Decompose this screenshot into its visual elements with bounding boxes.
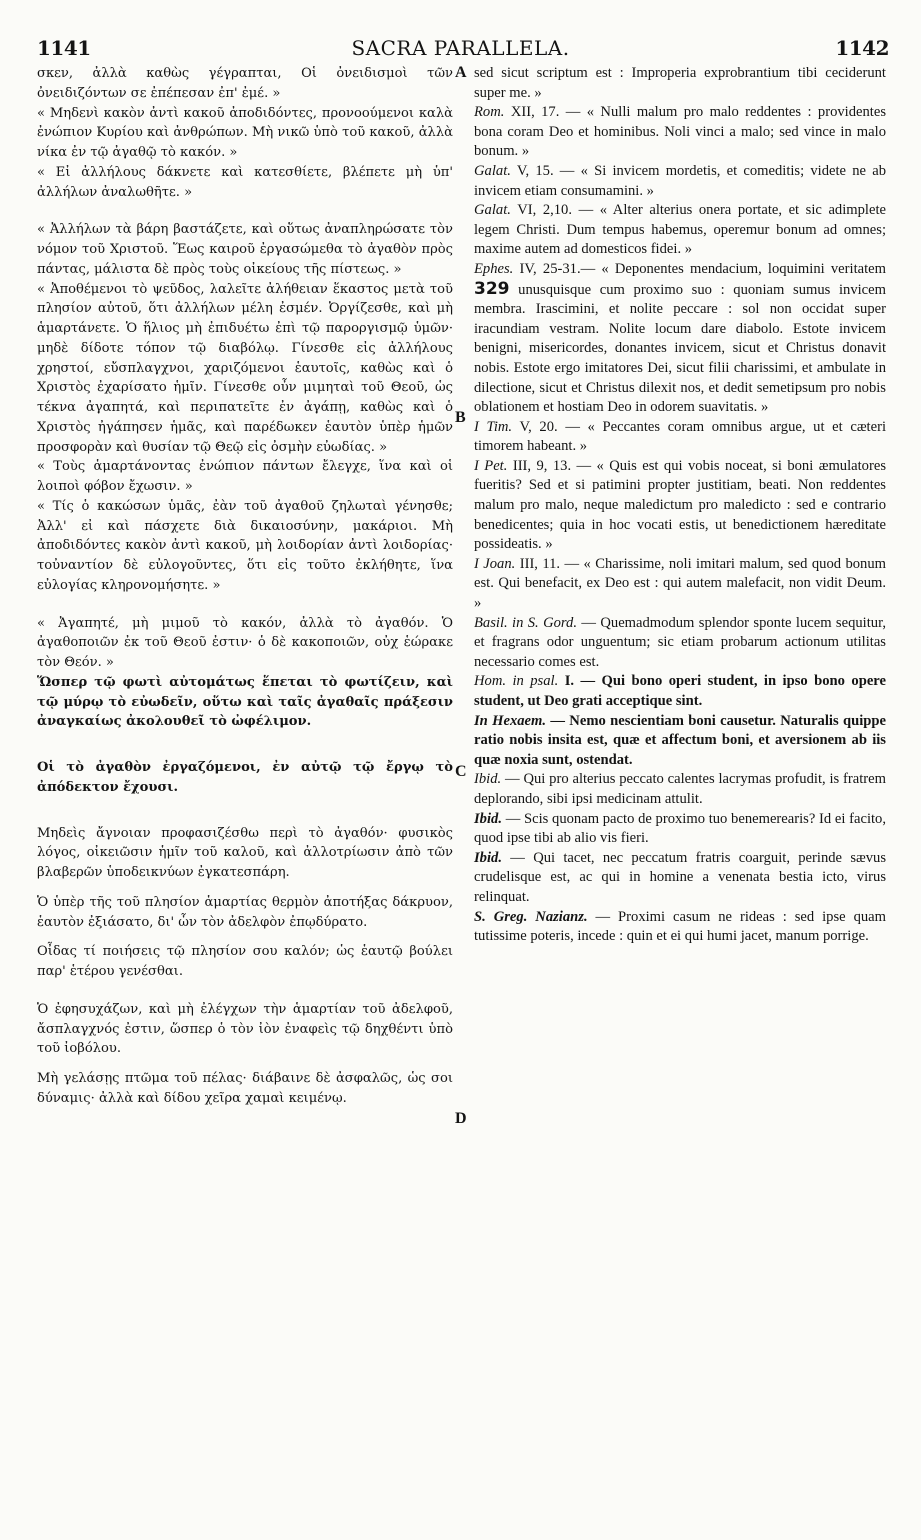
latin-text: I. — Qui bono operi student, in ipso bono opere student, ut Deo grati acceptique sint. [474, 673, 886, 709]
source-reference: In Hexaem. [474, 712, 547, 729]
latin-paragraph [474, 672, 886, 711]
greek-paragraph: Ὁ ἐφησυχάζων, καὶ μὴ ἐλέγχων τὴν ἁμαρτίαν τοῦ ἀδελφοῦ, ἄσπλαγχνός ἐστιν, ὥσπερ ὁ τὸν ἰὸν ἐναφεὶς τῷ δηχθέντι ὑπὸ τοῦ ἰοβόλου. [37, 1001, 453, 1057]
latin-paragraph [474, 103, 886, 162]
latin-text: — Qui pro alterius peccato calentes lacrymas profudit, is fratrem deplorando, sibi ipsi medicinam attulit. [474, 771, 886, 807]
greek-paragraph: « Τίς ὁ κακώσων ὑμᾶς, ἐὰν τοῦ ἀγαθοῦ ζηλωταὶ γένησθε; Ἀλλ' εἰ καὶ πάσχετε διὰ δικαιοσύνην, μακάριοι. Μὴ ἀποδιδόντες κακὸν ἀντὶ κακοῦ, μὴ λοιδορίαν ἀντὶ λοιδορίας· τοὐναντίον δὲ εὐλογοῦντες, ὅτι εἰς τοῦτο ἐκλήθητε, ἵνα εὐλογίας κληρονομήσητε. » [37, 498, 453, 593]
latin-paragraph [474, 810, 886, 849]
greek-paragraph: « Τοὺς ἁμαρτάνοντας ἐνώπιον πάντων ἔλεγχε, ἵνα καὶ οἱ λοιποὶ φόβον ἔχωσιν. » [37, 459, 453, 494]
latin-paragraph [474, 260, 886, 418]
latin-text: IV, 25-31.— « Deponentes mendacium, loquimini veritatem [519, 260, 886, 277]
latin-text: V, 15. — « Si invicem mordetis, et comeditis; videte ne ab invicem etiam consumamini. » [474, 162, 886, 199]
source-reference: Ibid. [474, 810, 502, 827]
latin-paragraph [474, 162, 886, 201]
latin-text: — Qui tacet, nec peccatum fratris coarguit, perinde sævus crudelisque est, ac qui in homine a venenata bestia icto, virus relinquat. [474, 849, 887, 905]
scripture-reference: Galat. [474, 202, 511, 219]
greek-paragraph: « Ἀλλήλων τὰ βάρη βαστάζετε, καὶ οὕτως ἀναπληρώσατε τὸν νόμον τοῦ Χριστοῦ. Ἕως καιροῦ ἐργασώμεθα τὸ ἀγαθὸν πρὸς πάντας, μάλιστα δὲ πρὸς τοὺς οἰκείους τῆς πίστεως. » [37, 222, 453, 277]
latin-text: — Nemo nescientiam boni causetur. Naturalis quippe ratio nobis insita est, quæ et affectum boni, et aversionem ab iis quæ noxia sunt, ostendat. [474, 712, 886, 768]
greek-paragraph: Ὁ ὑπὲρ τῆς τοῦ πλησίον ἁμαρτίας θερμὸν ἀποτήξας δάκρυον, ἑαυτὸν ἐξιάσατο, δι' ὧν τὸν ἀδελφὸν ἐπῳδύρατο. [37, 894, 453, 930]
greek-paragraph: « Ἀποθέμενοι τὸ ψεῦδος, λαλεῖτε ἀλήθειαν ἕκαστος μετὰ τοῦ πλησίον αὐτοῦ, ὅτι ἀλλήλων μέλη ἐσμέν. Ὀργίζεσθε, καὶ μὴ ἁμαρτάνετε. Ὁ ἥλιος μὴ ἐπιδυέτω ἐπὶ τῷ παροργισμῷ ὑμῶν· μηδὲ δίδοτε τόπον τῷ διαβόλῳ. Γίνεσθε εἰς ἀλλήλους χρηστοί, εὔσπλαγχνοι, χαριζόμενοι ἑαυτοῖς, καθὼς καὶ ὁ Χριστὸς ἐχαρίσατο ἡμῖν. Γίνεσθε οὖν μιμηταὶ τοῦ Θεοῦ, ὡς τέκνα ἀγαπητά, καὶ περιπατεῖτε ἐν ἀγάπῃ, καθὼς καὶ ὁ Χριστὸς ἠγάπησεν ἡμᾶς, καὶ παρέδωκεν ἑαυτὸν ὑπὲρ ἡμῶν προσφορὰν καὶ θυσίαν τῷ Θεῷ εἰς ὀσμὴν εὐωδίας. » [37, 281, 453, 455]
scripture-reference: Rom. [474, 104, 505, 121]
scripture-reference: I Pet. [474, 457, 508, 474]
greek-column [37, 64, 453, 1109]
latin-paragraph [474, 457, 886, 555]
latin-text: — Proximi casum ne rideas : sed ipse quam tutissime poteris, incede : quin et ei qui humi jacet, manum porrige. [474, 908, 886, 945]
section-marker-d: D [455, 1110, 467, 1127]
right-page-number: 1142 [835, 36, 889, 60]
latin-paragraph [474, 712, 886, 771]
scripture-reference: I Joan. [474, 555, 516, 572]
latin-text: III, 11. — « Charissime, noli imitari malum, sed quod bonum est. Qui benefacit, ex Deo est : qui autem malefacit, non vidit Deum. » [474, 555, 886, 612]
column-number: 329 [474, 278, 510, 299]
greek-paragraph: Ὥσπερ τῷ φωτὶ αὐτομάτως ἕπεται τὸ φωτίζειν, καὶ τῷ μύρῳ τὸ εὐωδεῖν, οὕτω καὶ ταῖς ἀγαθαῖς πράξεσιν ἀναγκαίως ἀκολουθεῖ τὸ ὠφέλιμον. [37, 674, 453, 730]
section-marker-b: B [455, 409, 466, 426]
greek-paragraph: Οἱ τὸ ἀγαθὸν ἐργαζόμενοι, ἐν αὐτῷ τῷ ἔργῳ τὸ ἀπόδεκτον ἔχουσι. [37, 760, 453, 795]
latin-text: III, 9, 13. — « Quis est qui vobis noceat, si boni æmulatores fueritis? Sed et si patimini propter justitiam, beati. Non reddentes malum pro malo, neque maledictum pro maledicto : sed e contrario benedicentes; quia in hoc vocati estis, ut benedictionem hæreditate possideatis. » [474, 457, 886, 553]
latin-text: VI, 2,10. — « Alter alterius onera portate, et sic adimplete legem Christi. Dum tempus habemus, operemur bonum ad omnes; maxime autem ad domesticos fidei. » [474, 202, 886, 258]
source-reference: Basil. in S. Gord. [474, 614, 577, 631]
scripture-reference: Ephes. [474, 260, 514, 277]
latin-paragraph [474, 908, 886, 947]
latin-paragraph [474, 614, 886, 673]
latin-text: unusquisque cum proximo suo : quoniam sumus invicem membra. Irascimini, et nolite peccare : sol non occidat super iracundiam vestram. Nolite locum dare diabolo. Estote invicem benigni, misericordes, donantes invicem, sicut et Christus donavit nobis. Estote ergo imitatores Dei, sicut filii charissimi, et ambulate in dilectione, sicut et Christus dilexit nos, et dedit semetipsum pro nobis oblationem et hostiam Deo in odorem suavitatis. » [474, 281, 886, 416]
latin-text: — Scis quonam pacto de proximo tuo benemerearis? Id ei facito, quod ipse tibi ab alio vis fieri. [474, 810, 886, 847]
greek-paragraph: « Εἰ ἀλλήλους δάκνετε καὶ κατεσθίετε, βλέπετε μὴ ὑπ' ἀλλήλων ἀναλωθῆτε. » [37, 164, 453, 200]
latin-paragraph [474, 201, 886, 260]
scripture-reference: Galat. [474, 162, 511, 179]
greek-paragraph: Οἶδας τί ποιήσεις τῷ πλησίον σου καλόν; ὡς ἑαυτῷ βούλει παρ' ἑτέρου γενέσθαι. [37, 944, 453, 979]
latin-text: — Quemadmodum splendor sponte lucem sequitur, et fragrans odor unguentum; sic etiam probarum actionum utilitas necessario comes est. [474, 614, 887, 670]
latin-paragraph [474, 418, 886, 457]
left-page-number: 1141 [37, 36, 91, 60]
latin-text: XII, 17. — « Nulli malum pro malo reddentes : providentes bona coram Deo et hominibus. Noli vinci a malo; sed vince in malo bonum. » [474, 104, 887, 160]
greek-paragraph: « Μηδενὶ κακὸν ἀντὶ κακοῦ ἀποδιδόντες, προνοούμενοι καλὰ ἐνώπιον Κυρίου καὶ ἀνθρώπων. Μὴ νικῶ ὑπὸ τοῦ κακοῦ, ἀλλὰ νίκα ἐν τῷ ἀγαθῷ τὸ κακόν. » [37, 105, 453, 160]
latin-paragraph [474, 770, 886, 809]
greek-paragraph: Μηδεὶς ἄγνοιαν προφασιζέσθω περὶ τὸ ἀγαθόν· φυσικὸς λόγος, οἰκειῶσιν ἡμῖν τοῦ καλοῦ, καὶ ἀλλοτρίωσιν ἀπὸ τῶν βλαβερῶν ὑποδεικνύων ἐγκατεσπάρη. [37, 825, 453, 880]
latin-text: V, 20. — « Peccantes coram omnibus argue, ut et cæteri timorem habeant. » [474, 418, 887, 455]
section-marker-a: A [455, 64, 467, 81]
source-reference: S. Greg. Nazianz. [474, 908, 588, 925]
greek-paragraph: σκεν, ἀλλὰ καθὼς γέγραπται, Οἱ ὀνειδισμοὶ τῶν ὀνειδιζόντων σε ἐπέπεσαν ἐπ' ἐμέ. » [37, 66, 453, 101]
scripture-reference: I Tim. [474, 418, 513, 435]
latin-column [474, 64, 886, 947]
latin-paragraph [474, 849, 886, 908]
greek-paragraph: « Ἀγαπητέ, μὴ μιμοῦ τὸ κακόν, ἀλλὰ τὸ ἀγαθόν. Ὁ ἀγαθοποιῶν ἐκ τοῦ Θεοῦ ἐστιν· ὁ δὲ κακοποιῶν, οὐχ ἑώρακε τὸν Θεόν. » [37, 615, 453, 670]
greek-paragraph: Μὴ γελάσῃς πτῶμα τοῦ πέλας· διάβαινε δὲ ἀσφαλῶς, ὡς σοι δύναμις· ἀλλὰ καὶ δίδου χεῖρα χαμαὶ κειμένῳ. [37, 1071, 453, 1106]
section-marker-c: C [455, 763, 467, 780]
source-reference: Hom. in psal. [474, 673, 559, 690]
latin-paragraph: sed sicut scriptum est : Improperia exprobrantium tibi ceciderunt super me. » [474, 65, 886, 101]
source-reference: Ibid. [474, 771, 502, 788]
running-title: SACRA PARALLELA. [351, 36, 570, 60]
latin-paragraph [474, 555, 886, 614]
source-reference: Ibid. [474, 849, 502, 866]
page-header [0, 0, 921, 60]
